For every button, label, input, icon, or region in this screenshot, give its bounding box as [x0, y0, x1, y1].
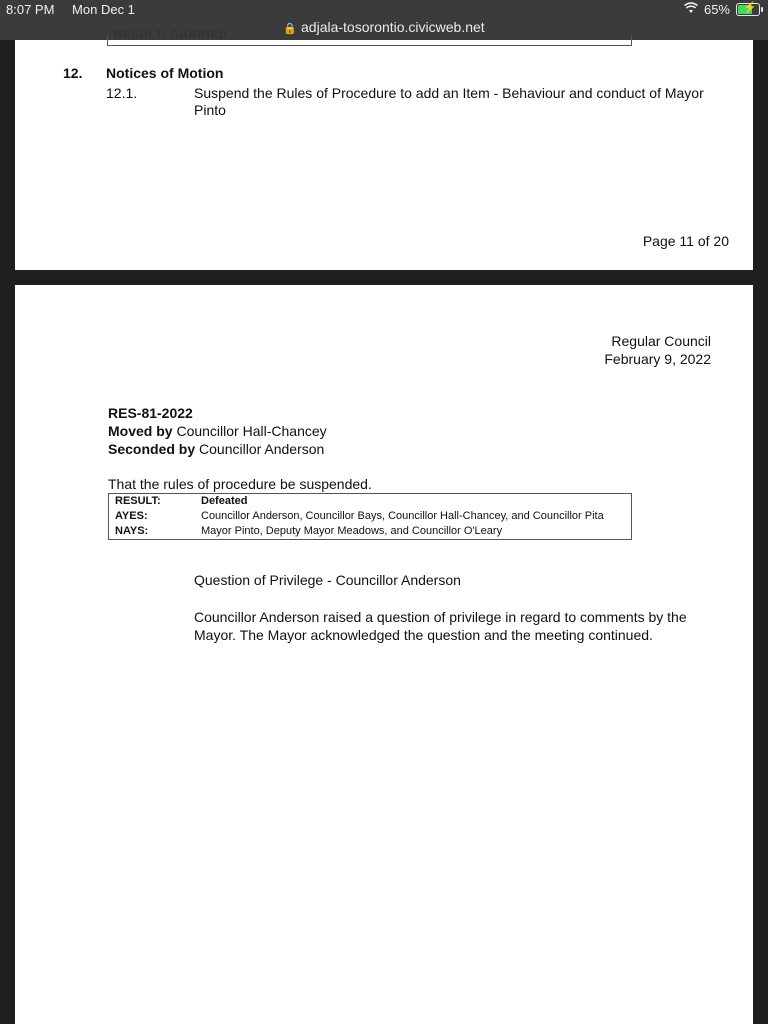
nays-value: Mayor Pinto, Deputy Mayor Meadows, and Councillor O'Leary — [201, 525, 503, 537]
result-table — [108, 493, 632, 540]
nays-label: NAYS: — [115, 525, 149, 537]
lock-icon: 🔒 — [283, 23, 298, 35]
ayes-label: AYES: — [115, 510, 148, 522]
ayes-row — [109, 509, 631, 524]
resolution-id: RES-81-2022 — [108, 405, 193, 421]
moved-by: Councillor Hall-Chancey — [172, 423, 327, 439]
document-page-11 — [15, 29, 753, 270]
meeting-type: Regular Council — [611, 333, 711, 349]
question-of-privilege-title: Question of Privilege - Councillor Anderson — [194, 572, 461, 588]
result-value: Defeated — [201, 495, 248, 507]
battery-percent: 65% — [703, 2, 730, 17]
status-time: 8:07 PM — [6, 2, 55, 17]
seconded-by-label: Seconded by — [108, 441, 196, 457]
item-number: 12.1. — [106, 85, 138, 101]
section-title: Notices of Motion — [106, 65, 224, 81]
result-label: RESULT: — [115, 495, 161, 507]
resolution-block — [108, 404, 327, 458]
url-text[interactable]: adjala-tosorontio.civicweb.net — [301, 19, 485, 35]
cut-table-text: RESULT: CARRIED — [114, 29, 228, 41]
status-left — [6, 2, 149, 17]
wifi-icon — [684, 3, 698, 17]
status-date: Mon Dec 1 — [72, 2, 135, 17]
item-text: Suspend the Rules of Procedure to add an Item - Behaviour and conduct of Mayor Pinto — [194, 85, 704, 118]
status-right — [684, 2, 760, 17]
document-page-12 — [15, 285, 753, 1024]
motion-text: That the rules of procedure be suspended. — [108, 476, 372, 492]
cut-off-result-table — [107, 29, 632, 46]
ayes-value: Councillor Anderson, Councillor Bays, Councillor Hall-Chancey, and Councillor Pita — [201, 510, 604, 522]
moved-by-label: Moved by — [108, 423, 173, 439]
battery-charging-icon: ⚡ — [736, 3, 760, 16]
result-row — [109, 494, 631, 509]
page-number: Page 11 of 20 — [642, 233, 729, 249]
meeting-date: February 9, 2022 — [604, 351, 711, 367]
question-of-privilege-body: Councillor Anderson raised a question of privilege in regard to comments by the Mayor. The Mayor acknowledged the question and the meeting continued. — [194, 609, 687, 643]
section-number: 12. — [63, 65, 83, 81]
page-header — [604, 332, 711, 368]
nays-row — [109, 524, 631, 539]
seconded-by: Councillor Anderson — [195, 441, 325, 457]
